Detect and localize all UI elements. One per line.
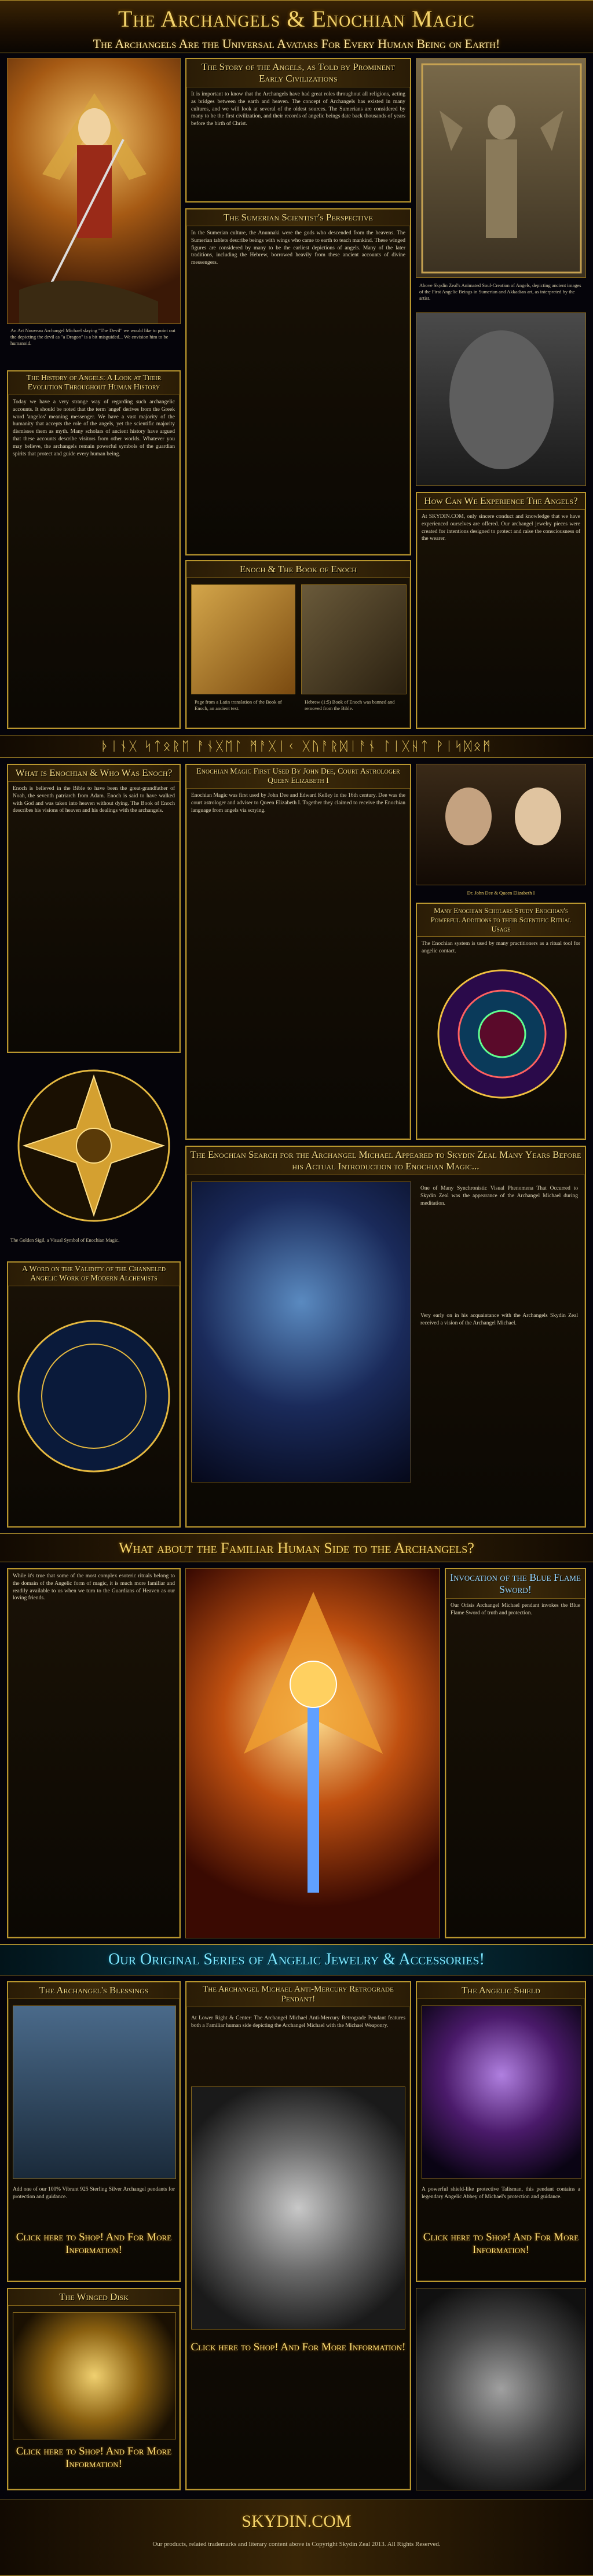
story-text: It is important to know that the Archangels have had great roles throughout all religions, acting as bridges between the earth and heaven. The concept of Archangels has existed in many cultures, and we will look at several of the oldest sources. The Sumerians are considered by many to be the first civilization, and their records of angelic beings date back thousands of years before the birth of Christ. — [191, 91, 405, 127]
story-title: The Story of the Angels, as Told by Prominent Early Civilizations — [186, 59, 410, 87]
rituals-panel — [416, 903, 586, 1140]
sword-panel — [445, 1568, 586, 1938]
enoch-right-image — [301, 584, 407, 694]
shop-link-michael[interactable]: Click here to Shop! And For More Information! — [191, 2341, 406, 2353]
human-side-bar — [0, 1533, 593, 1562]
mandala-image — [417, 959, 587, 1109]
enoch-title: Enoch & The Book of Enoch — [186, 561, 410, 578]
enochian-tablet-image — [8, 1286, 180, 1506]
experience-text: At SKYDIN.COM, only sincere conduct and knowledge that we have experienced ourselves are offered. Our archangel jewelry pieces were created for intentions designed to protect and raise the consciousness of the wearer. — [422, 514, 580, 542]
jewelry-item-winged-disk — [7, 2288, 181, 2490]
jewelry-item-title: The Archangel's Blessings — [8, 1982, 180, 1999]
footer — [0, 2500, 593, 2576]
michael-vision-image — [191, 1182, 411, 1482]
banner — [0, 0, 593, 53]
jewelry-item-text: A powerful shield-like protective Talisman, this pendant contains a legendary Angelic Abbey of Michael's protection and guidance. — [422, 2187, 580, 2200]
search-panel — [185, 1146, 586, 1528]
shop-link-shield[interactable]: Click here to Shop! And For More Information! — [423, 2231, 579, 2256]
jewelry-item-title: The Winged Disk — [8, 2289, 180, 2306]
sumerian-relief-image — [416, 58, 586, 278]
sumerian-panel — [185, 208, 411, 555]
shop-link-winged-disk[interactable]: Click here to Shop! And For More Information! — [16, 2445, 172, 2470]
blue-flame-sword-image — [185, 1568, 440, 1938]
jewelry-bar — [0, 1944, 593, 1975]
rituals-title: Many Enochian Scholars Study Enochian's Powerful Additions to their Scientific Ritual Usage — [417, 904, 585, 937]
history-title: The History of Angels: A Look at Their Evolution Throughout Human History — [8, 371, 180, 395]
human-side-text: While it's true that some of the most complex esoteric rituals belong to the domain of the Angelic form of magic, it is much more familiar and readily available to us when we turn to the Guardians of Heaven as our loving friends. — [13, 1573, 175, 1602]
jewelry-section-title: Our Original Series of Angelic Jewelry & Accessories! — [108, 1951, 485, 1968]
page-subtitle: The Archangels Are the Universal Avatars For Every Human Being on Earth! — [93, 36, 500, 51]
stone-relief-image — [416, 312, 586, 486]
sword-title: Invocation of the Blue Flame Sword! — [446, 1569, 585, 1599]
enochian-what-title: What is Enochian & Who Was Enoch? — [8, 765, 180, 782]
history-text: Today we have a very strange way of regarding such archangelic accounts. It should be noted that the term 'angel' derives from the Greek word 'angelos' meaning messenger. We have a vast majority of the humanity that accepts the role of the angels, yet the scientific majority dismisses them as myth. Many scholars of ancient history have argued that these accounts describe visitors from other worlds. Whatever you may believe, the archangels remain powerful symbols of the guardian spirits that protect and guide every human being. — [13, 399, 175, 457]
jewelry-item-title: The Angelic Shield — [417, 1982, 585, 1999]
enochian-what-panel — [7, 764, 181, 1053]
jewelry-item-text: Add one of our 100% Vibrant 925 Sterling Silver Archangel pendants for protection and guidance. — [13, 2187, 175, 2200]
human-side-title: What about the Familiar Human Side to the Archangels? — [119, 1540, 474, 1556]
sumerian-text: In the Sumerian culture, the Anunnaki were the gods who descended from the heavens. The Sumerian tablets describe beings with wings who came to earth to teach mankind. These winged figures are considered by many to be the earliest depictions of angels. Many of the later traditions, including the Hebrew, borrowed heavily from these ancient accounts of divine messengers. — [191, 230, 405, 266]
skydin-caption: Above Skydin Zeal's Animated Soul-Creation of Angels, depicting ancient images of the First Angelic Beings in Sumerian and Akkadian art, as interpreted by the artist. — [419, 282, 581, 301]
page-title: The Archangels & Enochian Magic — [118, 6, 475, 32]
jewelry-item-title: The Archangel Michael Anti-Mercury Retrograde Pendant! — [186, 1982, 410, 2007]
jewelry-item-shield — [416, 1981, 586, 2282]
archangel-michael-image — [7, 58, 181, 324]
jewelry-item-blessings — [7, 1981, 181, 2282]
footer-text: Our products, related trademarks and literary content above is Copyright Skydin Zeal 2013. All Rights Reserved. — [152, 2541, 441, 2548]
golden-sigil-image — [7, 1059, 181, 1232]
sigil-caption: The Golden Sigil, a Visual Symbol of Enochian Magic. — [10, 1237, 120, 1243]
search-right-text: Very early on in his acquaintance with the Archangels Skydin Zeal received a vision of the Archangel Michael. — [420, 1313, 578, 1326]
jewelry-item-text: At Lower Right & Center: The Archangel Michael Anti-Mercury Retrograde Pendant features both a Familiar human side depicting the Archangel Michael with the Michael Weaponry. — [191, 2015, 405, 2029]
dee-text: Enochian Magic was first used by John Dee and Edward Kelley in the 16th century. Dee was the court astrologer and adviser to Queen Elizabeth I. Together they claimed to receive the Enochian language from angels via scrying. — [191, 793, 405, 814]
experience-title: How Can We Experience The Angels? — [417, 493, 585, 510]
worlds-panel — [7, 1261, 181, 1528]
enochian-glyph-line: ᚦᛁᚾᚷ ᛋᛏᛟᚱᛖ ᚨᚾᚷᛖᛚ ᛗᚨᚷᛁᚲ ᚷᚢᚨᚱᛞᛁᚨᚾ ᛚᛁᚷᚺᛏ ᚹᛁᛋᛞᛟᛗ — [0, 735, 593, 758]
history-panel — [7, 370, 181, 729]
rituals-text: The Enochian system is used by many practitioners as a ritual tool for angelic contact. — [422, 941, 580, 954]
enoch-caption-right: Hebrew (1:5) Book of Enoch was banned and removed from the Bible. — [305, 699, 395, 712]
human-side-panel — [7, 1568, 181, 1938]
worlds-title: A Word on the Validity of the Channeled Angelic Work of Modern Alchemists — [8, 1263, 180, 1286]
dee-portrait-image — [416, 764, 586, 885]
footer-logo[interactable]: SKYDIN.COM — [241, 2512, 352, 2531]
dee-portrait-caption: Dr. John Dee & Queen Elizabeth I — [467, 890, 535, 896]
enoch-caption-left: Page from a Latin translation of the Book of Enoch, an ancient text. — [195, 699, 282, 712]
search-title: The Enochian Search for the Archangel Michael Appeared to Skydin Zeal Many Years Before his Actual Introduction to Enochian Magic... — [186, 1147, 585, 1175]
dee-title: Enochian Magic First Used By John Dee, Court Astrologer Queen Elizabeth I — [186, 765, 410, 789]
dee-panel — [185, 764, 411, 1140]
shield-image — [422, 2005, 581, 2179]
sword-text: Our Orisis Archangel Michael pendant invokes the Blue Flame Sword of truth and protection. — [451, 1603, 580, 1616]
shop-link-blessings[interactable]: Click here to Shop! And For More Information! — [16, 2231, 172, 2256]
sumerian-title: The Sumerian Scientist's Perspective — [186, 209, 410, 226]
michael-pendant-image — [191, 2086, 405, 2330]
enoch-left-image — [191, 584, 295, 694]
blessings-image — [13, 2005, 176, 2179]
winged-disk-image — [13, 2312, 176, 2439]
story-panel — [185, 58, 411, 203]
enochian-what-text: Enoch is believed in the Bible to have been the great-grandfather of Noah, the seventh patriarch from Adam. Enoch is said to have walked with God and was taken into heaven without dying. The Book of Enoch describes his visions of heaven and his dealings with the archangels. — [13, 786, 175, 814]
shield-detail-image — [416, 2288, 586, 2490]
experience-panel — [416, 492, 586, 729]
enoch-panel — [185, 560, 411, 729]
search-text: One of Many Synchronistic Visual Phenomena That Occurred to Skydin Zeal was the appearance of the Archangel Michael during meditation. — [420, 1186, 578, 1206]
michael-caption: An Art Nouveau Archangel Michael slaying "The Devil" we would like to point out the depicting the devil as "a Dragon" is a bit misguided... We envision him to be humanoid. — [10, 327, 175, 347]
jewelry-item-michael — [185, 1981, 411, 2490]
